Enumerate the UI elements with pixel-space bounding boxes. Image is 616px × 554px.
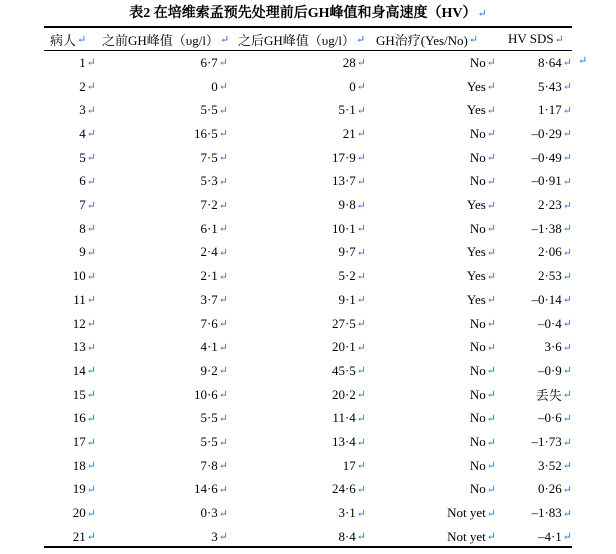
paragraph-mark: ↵ bbox=[86, 270, 96, 283]
paragraph-mark: ↵ bbox=[218, 341, 228, 354]
paragraph-mark: ↵ bbox=[578, 55, 588, 67]
paragraph-mark: ↵ bbox=[86, 460, 96, 473]
table-row bbox=[0, 383, 616, 407]
table-cell: 3·7 ↵ bbox=[200, 291, 228, 307]
table-cell: 3·52 ↵ bbox=[537, 457, 572, 473]
table-cell: 14 ↵ bbox=[72, 362, 96, 378]
paragraph-mark: ↵ bbox=[218, 389, 228, 402]
paragraph-mark: ↵ bbox=[486, 81, 496, 94]
table-cell: –0·29 ↵ bbox=[531, 125, 572, 141]
paragraph-mark: ↵ bbox=[486, 199, 496, 212]
paragraph-mark: ↵ bbox=[218, 483, 228, 496]
paragraph-mark: ↵ bbox=[356, 199, 366, 212]
table-cell: No ↵ bbox=[469, 339, 496, 355]
table-cell: 6·7 ↵ bbox=[200, 54, 228, 70]
paragraph-mark: ↵ bbox=[486, 57, 496, 70]
table-cell: 2·53 ↵ bbox=[537, 268, 572, 284]
paragraph-mark: ↵ bbox=[86, 531, 96, 544]
paragraph-mark: ↵ bbox=[86, 199, 96, 212]
paragraph-mark: ↵ bbox=[86, 175, 96, 188]
header-cell: HV SDS ↵ bbox=[508, 31, 564, 46]
table-cell: 19 ↵ bbox=[72, 481, 96, 497]
table-cell: –0·4 ↵ bbox=[537, 315, 572, 331]
table-cell: No ↵ bbox=[469, 410, 496, 426]
header-cell: GH治疗(Yes/No) ↵ bbox=[376, 32, 479, 48]
table-cell: 10·6 ↵ bbox=[193, 386, 228, 402]
paragraph-mark: ↵ bbox=[86, 81, 96, 94]
table-cell: No ↵ bbox=[469, 315, 496, 331]
paragraph-mark: ↵ bbox=[86, 152, 96, 165]
paragraph-mark: ↵ bbox=[356, 223, 366, 236]
paragraph-mark: ↵ bbox=[218, 152, 228, 165]
table-cell: –4·1 ↵ bbox=[537, 528, 572, 544]
table-bottom-rule bbox=[44, 546, 572, 548]
paragraph-mark: ↵ bbox=[562, 507, 572, 520]
table-cell: 9·1 ↵ bbox=[338, 291, 366, 307]
table-title: 表2 在培维索孟预先处理前后GH峰值和身高速度（HV）↵ bbox=[129, 6, 487, 21]
table-cell: No ↵ bbox=[469, 125, 496, 141]
table-cell: 2·1 ↵ bbox=[200, 268, 228, 284]
table-cell: –1·83 ↵ bbox=[531, 505, 572, 521]
table-cell: No ↵ bbox=[469, 362, 496, 378]
table-row bbox=[0, 478, 616, 502]
paragraph-mark: ↵ bbox=[218, 175, 228, 188]
paragraph-mark: ↵ bbox=[218, 223, 228, 236]
paragraph-mark: ↵ bbox=[218, 318, 228, 331]
paragraph-mark: ↵ bbox=[218, 460, 228, 473]
paragraph-mark: ↵ bbox=[356, 175, 366, 188]
paragraph-mark: ↵ bbox=[562, 318, 572, 331]
paragraph-mark: ↵ bbox=[486, 389, 496, 402]
table-cell: 27·5 ↵ bbox=[331, 315, 366, 331]
table-cell: 7·2 ↵ bbox=[200, 197, 228, 213]
table-cell: 7·5 ↵ bbox=[200, 149, 228, 165]
table-cell: No ↵ bbox=[469, 220, 496, 236]
paragraph-mark: ↵ bbox=[486, 128, 496, 141]
table-row bbox=[0, 51, 616, 75]
table-cell: 20 ↵ bbox=[72, 505, 96, 521]
paragraph-mark: ↵ bbox=[562, 270, 572, 283]
paragraph-mark: ↵ bbox=[562, 412, 572, 425]
table-cell: 8·64 ↵ bbox=[537, 54, 572, 70]
table-cell: 11 ↵ bbox=[73, 291, 96, 307]
paragraph-mark: ↵ bbox=[562, 128, 572, 141]
paragraph-mark: ↵ bbox=[562, 223, 572, 236]
table-cell: –0·14 ↵ bbox=[531, 291, 572, 307]
paragraph-mark: ↵ bbox=[218, 412, 228, 425]
paragraph-mark: ↵ bbox=[218, 507, 228, 520]
table-row bbox=[0, 312, 616, 336]
paragraph-mark: ↵ bbox=[562, 246, 572, 259]
table-cell: 21 ↵ bbox=[72, 528, 96, 544]
paragraph-mark: ↵ bbox=[486, 341, 496, 354]
table-cell: 0·26 ↵ bbox=[537, 481, 572, 497]
paragraph-mark: ↵ bbox=[486, 270, 496, 283]
table-cell: 20·1 ↵ bbox=[331, 339, 366, 355]
table-cell: 0·3 ↵ bbox=[200, 505, 228, 521]
table-cell: 5·43 ↵ bbox=[537, 78, 572, 94]
table-cell: Not yet ↵ bbox=[447, 528, 496, 544]
paragraph-mark: ↵ bbox=[486, 507, 496, 520]
table-cell: 1 ↵ bbox=[79, 54, 96, 70]
table-row bbox=[0, 193, 616, 217]
table-cell: 16·5 ↵ bbox=[193, 125, 228, 141]
paragraph-mark: ↵ bbox=[356, 246, 366, 259]
table-row bbox=[0, 430, 616, 454]
paragraph-mark: ↵ bbox=[562, 152, 572, 165]
table-cell: 14·6 ↵ bbox=[193, 481, 228, 497]
table-cell: 8·4 ↵ bbox=[338, 528, 366, 544]
table-cell: 5·5 ↵ bbox=[200, 434, 228, 450]
paragraph-mark: ↵ bbox=[486, 246, 496, 259]
table-row bbox=[0, 122, 616, 146]
paragraph-mark: ↵ bbox=[218, 270, 228, 283]
paragraph-mark: ↵ bbox=[356, 412, 366, 425]
table-cell: 13·4 ↵ bbox=[331, 434, 366, 450]
table-cell: 4·1 ↵ bbox=[200, 339, 228, 355]
paragraph-mark: ↵ bbox=[356, 460, 366, 473]
table-cell: 2 ↵ bbox=[79, 78, 96, 94]
paragraph-mark: ↵ bbox=[218, 294, 228, 307]
table-cell: No ↵ bbox=[469, 481, 496, 497]
table-cell: 12 ↵ bbox=[72, 315, 96, 331]
paragraph-mark: ↵ bbox=[356, 341, 366, 354]
paragraph-mark: ↵ bbox=[86, 128, 96, 141]
table-header-row bbox=[0, 28, 616, 50]
table-row bbox=[0, 241, 616, 265]
paragraph-mark: ↵ bbox=[477, 8, 487, 20]
paragraph-mark: ↵ bbox=[356, 483, 366, 496]
paragraph-mark: ↵ bbox=[486, 152, 496, 165]
table-cell: Yes ↵ bbox=[466, 78, 496, 94]
paragraph-mark: ↵ bbox=[356, 152, 366, 165]
paragraph-mark: ↵ bbox=[562, 460, 572, 473]
paragraph-mark: ↵ bbox=[562, 175, 572, 188]
table-row bbox=[0, 288, 616, 312]
paragraph-mark: ↵ bbox=[356, 531, 366, 544]
table-cell: 17 ↵ bbox=[72, 434, 96, 450]
paragraph-mark: ↵ bbox=[356, 104, 366, 117]
paragraph-mark: ↵ bbox=[486, 412, 496, 425]
paragraph-mark: ↵ bbox=[356, 436, 366, 449]
paragraph-mark: ↵ bbox=[562, 81, 572, 94]
paragraph-mark: ↵ bbox=[356, 81, 366, 94]
table-cell: 20·2 ↵ bbox=[331, 386, 366, 402]
table-cell: –0·49 ↵ bbox=[531, 149, 572, 165]
table-cell: 3 ↵ bbox=[211, 528, 228, 544]
paragraph-mark: ↵ bbox=[562, 199, 572, 212]
paragraph-mark: ↵ bbox=[356, 270, 366, 283]
table-cell: 7·6 ↵ bbox=[200, 315, 228, 331]
paragraph-mark: ↵ bbox=[86, 294, 96, 307]
paragraph-mark: ↵ bbox=[86, 57, 96, 70]
table-cell: 2·06 ↵ bbox=[537, 244, 572, 260]
table-cell: Yes ↵ bbox=[466, 291, 496, 307]
table-cell: 5·5 ↵ bbox=[200, 102, 228, 118]
paragraph-mark: ↵ bbox=[86, 436, 96, 449]
table-cell: 11·4 ↵ bbox=[332, 410, 366, 426]
table-row bbox=[0, 264, 616, 288]
table-cell: 7·8 ↵ bbox=[200, 457, 228, 473]
table-cell: 5·5 ↵ bbox=[200, 410, 228, 426]
paragraph-mark: ↵ bbox=[486, 483, 496, 496]
paragraph-mark: ↵ bbox=[486, 223, 496, 236]
table-row bbox=[0, 98, 616, 122]
table-cell: 5·2 ↵ bbox=[338, 268, 366, 284]
table-cell: 28 ↵ bbox=[342, 54, 366, 70]
table-cell: 1·17 ↵ bbox=[537, 102, 572, 118]
paragraph-mark: ↵ bbox=[486, 365, 496, 378]
table-cell: 9·7 ↵ bbox=[338, 244, 366, 260]
paragraph-mark: ↵ bbox=[218, 57, 228, 70]
paragraph-mark: ↵ bbox=[356, 318, 366, 331]
paragraph-mark: ↵ bbox=[86, 223, 96, 236]
table-cell: 2·23 ↵ bbox=[537, 197, 572, 213]
paragraph-mark: ↵ bbox=[356, 365, 366, 378]
paragraph-mark: ↵ bbox=[86, 412, 96, 425]
table-cell: 13 ↵ bbox=[72, 339, 96, 355]
table-cell: 0 ↵ bbox=[211, 78, 228, 94]
paragraph-mark: ↵ bbox=[486, 318, 496, 331]
paragraph-mark: ↵ bbox=[562, 531, 572, 544]
table-cell: 2·4 ↵ bbox=[200, 244, 228, 260]
table-cell: 5·3 ↵ bbox=[200, 173, 228, 189]
table-cell: 24·6 ↵ bbox=[331, 481, 366, 497]
paragraph-mark: ↵ bbox=[562, 389, 572, 402]
table-cell: No ↵ bbox=[469, 54, 496, 70]
table-cell: 10 ↵ bbox=[72, 268, 96, 284]
table-cell: 7 ↵ bbox=[79, 197, 96, 213]
table-cell: 3·6 ↵ bbox=[544, 339, 572, 355]
table-cell: –0·6 ↵ bbox=[537, 410, 572, 426]
table-cell: 3 ↵ bbox=[79, 102, 96, 118]
table-cell: 18 ↵ bbox=[72, 457, 96, 473]
table-cell: 9·8 ↵ bbox=[338, 197, 366, 213]
table-cell: 16 ↵ bbox=[72, 410, 96, 426]
table-cell: Yes ↵ bbox=[466, 268, 496, 284]
paragraph-mark: ↵ bbox=[86, 507, 96, 520]
table-cell: 6 ↵ bbox=[79, 173, 96, 189]
table-row bbox=[0, 454, 616, 478]
table-cell: 17 ↵ bbox=[342, 457, 366, 473]
table-row bbox=[0, 335, 616, 359]
table-row bbox=[0, 217, 616, 241]
header-cell: 之后GH峰值（υg/l） ↵ bbox=[238, 32, 366, 48]
paragraph-mark: ↵ bbox=[218, 199, 228, 212]
table-cell: 丢失 ↵ bbox=[535, 388, 572, 404]
paragraph-mark: ↵ bbox=[356, 389, 366, 402]
paragraph-mark: ↵ bbox=[562, 365, 572, 378]
table-cell: Yes ↵ bbox=[466, 244, 496, 260]
paragraph-mark: ↵ bbox=[86, 483, 96, 496]
paragraph-mark: ↵ bbox=[486, 175, 496, 188]
table-cell: –0·91 ↵ bbox=[531, 173, 572, 189]
paragraph-mark: ↵ bbox=[562, 57, 572, 70]
paragraph-mark: ↵ bbox=[86, 246, 96, 259]
table-cell: Yes ↵ bbox=[466, 102, 496, 118]
paragraph-mark: ↵ bbox=[86, 389, 96, 402]
table-row bbox=[0, 146, 616, 170]
table-cell: 9·2 ↵ bbox=[200, 362, 228, 378]
header-cell: 之前GH峰值（υg/l） ↵ bbox=[102, 32, 230, 48]
table-row bbox=[0, 170, 616, 194]
header-cell: 病人 ↵ bbox=[50, 32, 87, 48]
paragraph-mark: ↵ bbox=[562, 483, 572, 496]
table-cell: Yes ↵ bbox=[466, 197, 496, 213]
table-cell: Not yet ↵ bbox=[447, 505, 496, 521]
paragraph-mark: ↵ bbox=[218, 531, 228, 544]
paragraph-mark: ↵ bbox=[218, 246, 228, 259]
table-cell: –1·73 ↵ bbox=[531, 434, 572, 450]
table-cell: 17·9 ↵ bbox=[331, 149, 366, 165]
table-cell: 8 ↵ bbox=[79, 220, 96, 236]
paragraph-mark: ↵ bbox=[486, 104, 496, 117]
paragraph-mark: ↵ bbox=[356, 128, 366, 141]
table-cell: 5·1 ↵ bbox=[338, 102, 366, 118]
table-cell: 13·7 ↵ bbox=[331, 173, 366, 189]
paragraph-mark: ↵ bbox=[218, 436, 228, 449]
paragraph-mark: ↵ bbox=[218, 365, 228, 378]
paragraph-mark: ↵ bbox=[356, 294, 366, 307]
table-cell: 21 ↵ bbox=[342, 125, 366, 141]
table-cell: No ↵ bbox=[469, 386, 496, 402]
table-cell: 3·1 ↵ bbox=[338, 505, 366, 521]
table-row bbox=[0, 359, 616, 383]
paragraph-mark: ↵ bbox=[562, 341, 572, 354]
paragraph-mark: ↵ bbox=[486, 294, 496, 307]
paragraph-mark: ↵ bbox=[218, 81, 228, 94]
paragraph-mark: ↵ bbox=[86, 341, 96, 354]
table-cell: No ↵ bbox=[469, 434, 496, 450]
table-cell: No ↵ bbox=[469, 457, 496, 473]
paragraph-mark: ↵ bbox=[86, 104, 96, 117]
paragraph-mark: ↵ bbox=[86, 318, 96, 331]
table-cell: 5 ↵ bbox=[79, 149, 96, 165]
table-cell: 15 ↵ bbox=[72, 386, 96, 402]
paragraph-mark: ↵ bbox=[218, 128, 228, 141]
paragraph-mark: ↵ bbox=[86, 365, 96, 378]
table-cell: 4 ↵ bbox=[79, 125, 96, 141]
paragraph-mark: ↵ bbox=[486, 460, 496, 473]
table-cell: 9 ↵ bbox=[79, 244, 96, 260]
table-cell: 0 ↵ bbox=[349, 78, 366, 94]
table-row bbox=[0, 75, 616, 99]
table-cell: 45·5 ↵ bbox=[331, 362, 366, 378]
table-row bbox=[0, 407, 616, 431]
table-cell: No ↵ bbox=[469, 173, 496, 189]
table-cell: No ↵ bbox=[469, 149, 496, 165]
paragraph-mark: ↵ bbox=[486, 436, 496, 449]
paragraph-mark: ↵ bbox=[356, 507, 366, 520]
paragraph-mark: ↵ bbox=[562, 294, 572, 307]
table-cell: 10·1 ↵ bbox=[331, 220, 366, 236]
paragraph-mark: ↵ bbox=[562, 436, 572, 449]
paragraph-mark: ↵ bbox=[218, 104, 228, 117]
table-cell: 6·1 ↵ bbox=[200, 220, 228, 236]
paragraph-mark: ↵ bbox=[356, 57, 366, 70]
paragraph-mark: ↵ bbox=[486, 531, 496, 544]
table-row bbox=[0, 501, 616, 525]
table-cell: –0·9 ↵ bbox=[537, 362, 572, 378]
paragraph-mark: ↵ bbox=[562, 104, 572, 117]
table-cell: –1·38 ↵ bbox=[531, 220, 572, 236]
